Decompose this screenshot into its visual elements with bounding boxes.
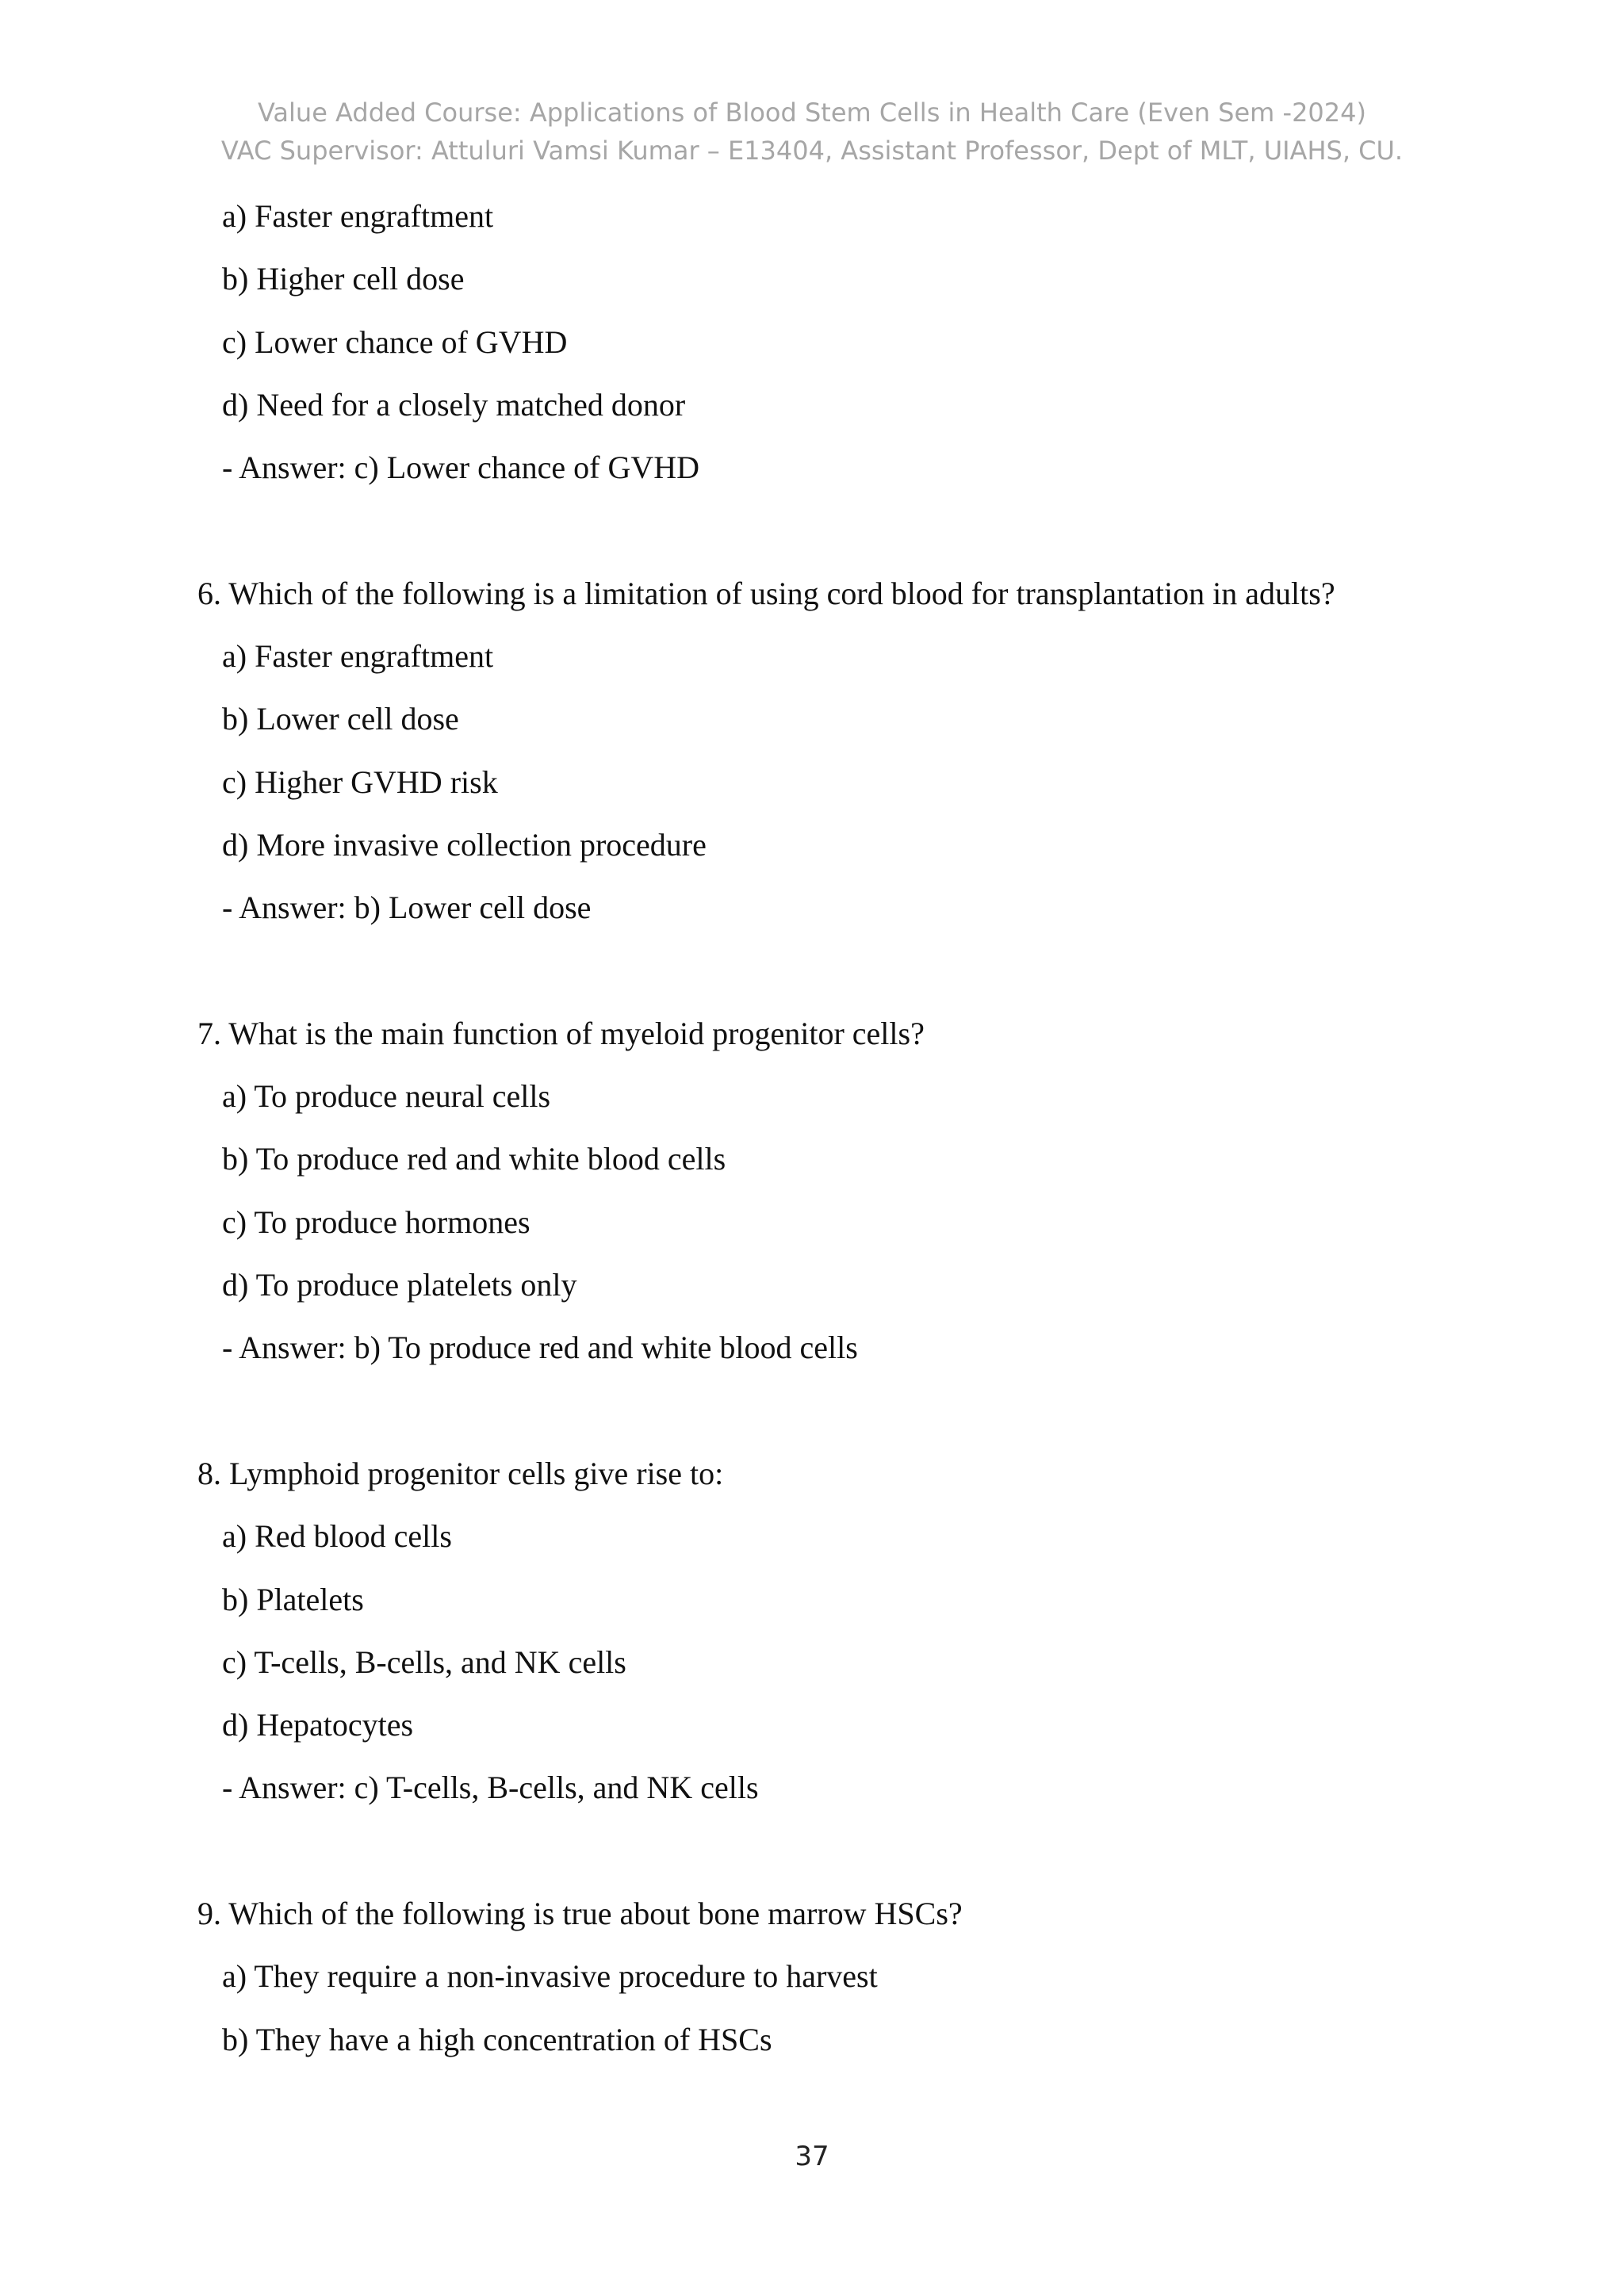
question-text: 9. Which of the following is true about bone marrow HSCs? xyxy=(197,1896,963,1932)
question-list xyxy=(0,193,1624,2079)
option: a) Faster engraftment xyxy=(222,638,494,675)
answer: - Answer: b) Lower cell dose xyxy=(222,890,592,926)
option: c) Lower chance of GVHD xyxy=(222,323,568,360)
question-9 xyxy=(0,1890,1624,2079)
question-5-continued xyxy=(0,193,1624,507)
question-text: 7. What is the main function of myeloid progenitor cells? xyxy=(197,1015,925,1051)
question-text: 6. Which of the following is a limitation of using cord blood for transplantation in adults? xyxy=(197,575,1335,611)
option: b) Higher cell dose xyxy=(222,261,465,297)
question-7 xyxy=(0,1010,1624,1387)
option: d) Hepatocytes xyxy=(222,1707,414,1743)
header-supervisor: VAC Supervisor: Attuluri Vamsi Kumar – E13404, Assistant Professor, Dept of MLT, UIAHS, CU. xyxy=(220,136,1404,166)
option: a) Faster engraftment xyxy=(222,198,494,234)
question-6 xyxy=(0,570,1624,947)
answer: - Answer: c) T-cells, B-cells, and NK cells xyxy=(222,1770,759,1806)
answer: - Answer: b) To produce red and white blood cells xyxy=(222,1330,858,1366)
spacer xyxy=(0,1827,1624,1890)
option: b) Lower cell dose xyxy=(222,701,459,737)
option: a) To produce neural cells xyxy=(222,1078,551,1115)
option: d) More invasive collection procedure xyxy=(222,826,707,863)
option: d) To produce platelets only xyxy=(222,1267,577,1303)
option: d) Need for a closely matched donor xyxy=(222,386,686,423)
option: a) They require a non-invasive procedure to harvest xyxy=(222,1958,878,1995)
question-text: 8. Lymphoid progenitor cells give rise to: xyxy=(197,1455,724,1491)
option: c) Higher GVHD risk xyxy=(222,763,498,800)
page-header xyxy=(0,94,1624,170)
option: b) They have a high concentration of HSCs xyxy=(222,2021,772,2057)
answer: - Answer: c) Lower chance of GVHD xyxy=(222,450,699,486)
spacer xyxy=(0,507,1624,569)
option: b) To produce red and white blood cells xyxy=(222,1141,726,1177)
question-8 xyxy=(0,1450,1624,1827)
header-course-title: Value Added Course: Applications of Blood Stem Cells in Health Care (Even Sem -2024) xyxy=(258,98,1366,128)
option: b) Platelets xyxy=(222,1581,364,1617)
option: a) Red blood cells xyxy=(222,1518,452,1555)
page-number: 37 xyxy=(795,2141,829,2172)
spacer xyxy=(0,947,1624,1010)
option: c) T-cells, B-cells, and NK cells xyxy=(222,1644,626,1680)
spacer xyxy=(0,1387,1624,1450)
option: c) To produce hormones xyxy=(222,1203,530,1240)
